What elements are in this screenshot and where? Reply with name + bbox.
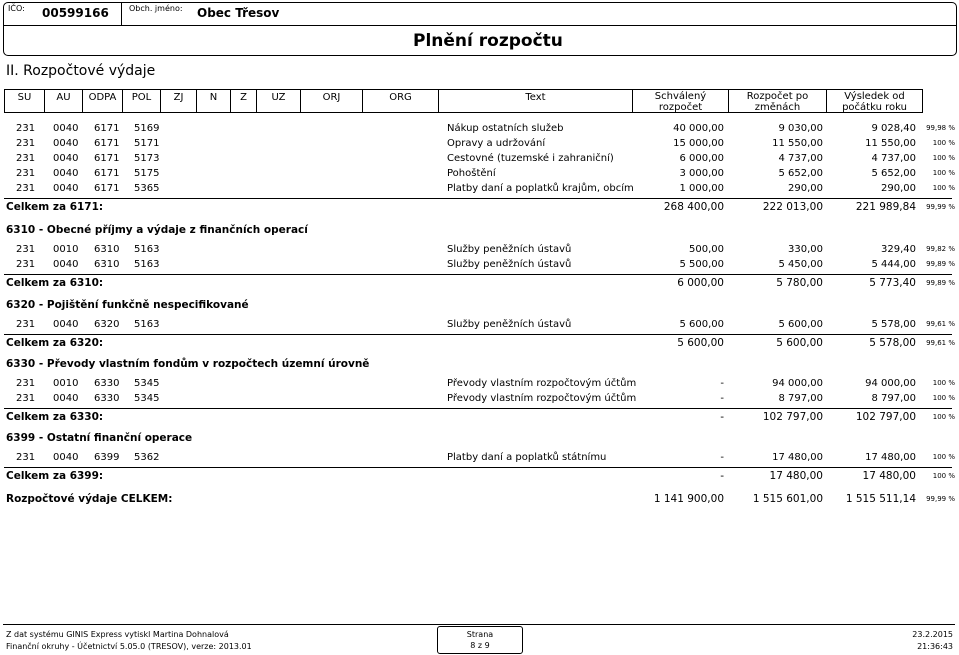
cell-percent: 99,82 % (926, 245, 955, 253)
column-header: ZJ (160, 89, 197, 113)
cell-zmeny: 5 450,00 (778, 259, 823, 270)
column-header (826, 89, 923, 113)
cell-au: 0010 (53, 378, 79, 389)
cell-vysledek: 5 652,00 (871, 168, 916, 179)
cell-percent: 100 % (932, 154, 955, 162)
cell-odpa: 6171 (94, 153, 120, 164)
cell-odpa: 6320 (94, 319, 120, 330)
cell-odpa: 6330 (94, 393, 120, 404)
cell-text: Služby peněžních ústavů (447, 244, 572, 255)
total-schvaleny: 6 000,00 (677, 277, 724, 289)
ico-value: 00599166 (42, 6, 109, 20)
cell-pol: 5345 (134, 378, 160, 389)
total-schvaleny: 5 600,00 (677, 337, 724, 349)
cell-text: Platby daní a poplatků krajům, obcím (447, 183, 634, 194)
cell-vysledek: 4 737,00 (871, 153, 916, 164)
column-header: POL (122, 89, 161, 113)
cell-percent: 100 % (932, 453, 955, 461)
cell-su: 231 (16, 244, 36, 255)
name-value: Obec Třesov (197, 6, 280, 20)
cell-vysledek: 8 797,00 (871, 393, 916, 404)
total-zmeny: 222 013,00 (762, 201, 823, 213)
cell-su: 231 (16, 123, 36, 134)
cell-pol: 5362 (134, 452, 160, 463)
cell-text: Převody vlastním rozpočtovým účtům (447, 393, 637, 404)
grand-total-row (0, 491, 959, 507)
print-time: 21:36:43 (917, 642, 953, 651)
cell-schvaleny: - (720, 378, 724, 389)
column-header: AU (44, 89, 83, 113)
cell-pol: 5173 (134, 153, 160, 164)
table-row (0, 121, 959, 136)
cell-zmeny: 11 550,00 (772, 138, 823, 149)
cell-schvaleny: 6 000,00 (679, 153, 724, 164)
cell-text: Opravy a udržování (447, 138, 546, 149)
table-row (0, 136, 959, 151)
cell-su: 231 (16, 319, 36, 330)
cell-text: Převody vlastním rozpočtovým účtům (447, 378, 637, 389)
table-row (0, 151, 959, 166)
cell-au: 0040 (53, 153, 79, 164)
total-label: Celkem za 6330: (6, 411, 104, 423)
table-row (0, 166, 959, 181)
cell-au: 0040 (53, 319, 79, 330)
cell-au: 0040 (53, 452, 79, 463)
cell-schvaleny: 5 600,00 (679, 319, 724, 330)
column-header: N (196, 89, 231, 113)
table-row (0, 376, 959, 391)
cell-su: 231 (16, 378, 36, 389)
total-zmeny: 17 480,00 (769, 470, 823, 482)
column-header-line: změnách (754, 102, 801, 113)
cell-text: Nákup ostatních služeb (447, 123, 564, 134)
group-title: 6399 - Ostatní finanční operace (6, 432, 193, 444)
group-title: 6330 - Převody vlastním fondům v rozpočtech územní úrovně (6, 358, 370, 370)
cell-percent: 99,98 % (926, 124, 955, 132)
column-header-line: počátku roku (842, 102, 907, 113)
group-total-row (0, 468, 959, 484)
cell-schvaleny: 3 000,00 (679, 168, 724, 179)
cell-pol: 5163 (134, 244, 160, 255)
cell-percent: 99,61 % (926, 320, 955, 328)
cell-percent: 100 % (932, 379, 955, 387)
cell-percent: 100 % (932, 139, 955, 147)
table-row (0, 257, 959, 272)
column-header: SU (4, 89, 45, 113)
cell-au: 0010 (53, 244, 79, 255)
cell-zmeny: 5 600,00 (778, 319, 823, 330)
cell-zmeny: 94 000,00 (772, 378, 823, 389)
print-date: 23.2.2015 (912, 630, 953, 639)
grand-total-schvaleny: 1 141 900,00 (653, 493, 724, 505)
cell-text: Cestovné (tuzemské i zahraniční) (447, 153, 614, 164)
table-row (0, 391, 959, 406)
cell-pol: 5365 (134, 183, 160, 194)
cell-vysledek: 94 000,00 (865, 378, 916, 389)
table-row (0, 450, 959, 465)
grand-total-percent: 99,99 % (926, 495, 955, 503)
cell-zmeny: 17 480,00 (772, 452, 823, 463)
column-header: ORG (362, 89, 439, 113)
cell-percent: 100 % (932, 184, 955, 192)
total-zmeny: 5 600,00 (776, 337, 823, 349)
cell-au: 0040 (53, 183, 79, 194)
cell-schvaleny: 500,00 (689, 244, 724, 255)
cell-su: 231 (16, 393, 36, 404)
cell-au: 0040 (53, 123, 79, 134)
column-header (632, 89, 729, 113)
total-label: Celkem za 6171: (6, 201, 104, 213)
cell-zmeny: 290,00 (788, 183, 823, 194)
footer-rule (3, 624, 955, 625)
cell-odpa: 6399 (94, 452, 120, 463)
cell-percent: 100 % (932, 394, 955, 402)
grand-total-zmeny: 1 515 601,00 (752, 493, 823, 505)
column-header: Text (438, 89, 633, 113)
cell-odpa: 6171 (94, 138, 120, 149)
cell-vysledek: 5 444,00 (871, 259, 916, 270)
cell-schvaleny: 5 500,00 (679, 259, 724, 270)
cell-su: 231 (16, 452, 36, 463)
cell-schvaleny: - (720, 393, 724, 404)
cell-su: 231 (16, 153, 36, 164)
cell-vysledek: 11 550,00 (865, 138, 916, 149)
cell-percent: 99,89 % (926, 260, 955, 268)
cell-vysledek: 9 028,40 (871, 123, 916, 134)
total-schvaleny: - (720, 411, 724, 423)
cell-zmeny: 330,00 (788, 244, 823, 255)
grand-total-label: Rozpočtové výdaje CELKEM: (6, 493, 173, 505)
ico-divider (121, 3, 122, 25)
total-schvaleny: 268 400,00 (663, 201, 724, 213)
cell-pol: 5175 (134, 168, 160, 179)
cell-odpa: 6310 (94, 259, 120, 270)
cell-schvaleny: 40 000,00 (673, 123, 724, 134)
name-label: Obch. jméno: (129, 4, 183, 13)
total-percent: 99,89 % (926, 279, 955, 287)
total-vysledek: 5 773,40 (869, 277, 916, 289)
cell-pol: 5163 (134, 319, 160, 330)
footer-app-info: Finanční okruhy - Účetnictví 5.05.0 (TRESOV), verze: 2013.01 (6, 642, 252, 651)
cell-odpa: 6171 (94, 168, 120, 179)
cell-schvaleny: - (720, 452, 724, 463)
group-total-row (0, 275, 959, 291)
total-vysledek: 5 578,00 (869, 337, 916, 349)
column-header (728, 89, 827, 113)
grand-total-vysledek: 1 515 511,14 (845, 493, 916, 505)
cell-text: Platby daní a poplatků státnímu (447, 452, 607, 463)
table-row (0, 242, 959, 257)
total-label: Celkem za 6320: (6, 337, 104, 349)
cell-pol: 5163 (134, 259, 160, 270)
cell-vysledek: 17 480,00 (865, 452, 916, 463)
cell-odpa: 6310 (94, 244, 120, 255)
column-header: UZ (256, 89, 301, 113)
footer-print-info: Z dat systému GINIS Express vytiskl Martina Dohnalová (6, 630, 229, 639)
column-header-line: Výsledek od (844, 91, 905, 102)
group-total-row (0, 335, 959, 351)
cell-au: 0040 (53, 393, 79, 404)
cell-vysledek: 329,40 (881, 244, 916, 255)
cell-text: Služby peněžních ústavů (447, 319, 572, 330)
cell-su: 231 (16, 168, 36, 179)
total-vysledek: 17 480,00 (862, 470, 916, 482)
total-vysledek: 221 989,84 (855, 201, 916, 213)
cell-odpa: 6330 (94, 378, 120, 389)
cell-pol: 5171 (134, 138, 160, 149)
cell-odpa: 6171 (94, 183, 120, 194)
total-percent: 99,61 % (926, 339, 955, 347)
cell-text: Pohoštění (447, 168, 496, 179)
table-row (0, 317, 959, 332)
group-total-row (0, 199, 959, 215)
table-row (0, 181, 959, 196)
cell-zmeny: 5 652,00 (778, 168, 823, 179)
total-schvaleny: - (720, 470, 724, 482)
cell-zmeny: 8 797,00 (778, 393, 823, 404)
cell-su: 231 (16, 259, 36, 270)
total-percent: 100 % (932, 413, 955, 421)
page-label: Strana (466, 630, 494, 639)
total-zmeny: 5 780,00 (776, 277, 823, 289)
total-percent: 99,99 % (926, 203, 955, 211)
total-percent: 100 % (932, 472, 955, 480)
cell-au: 0040 (53, 259, 79, 270)
cell-odpa: 6171 (94, 123, 120, 134)
page-number: 8 z 9 (470, 641, 490, 650)
column-header-line: Rozpočet po (746, 91, 809, 102)
total-label: Celkem za 6399: (6, 470, 104, 482)
column-header-line: Schválený (654, 91, 707, 102)
cell-au: 0040 (53, 168, 79, 179)
cell-zmeny: 9 030,00 (778, 123, 823, 134)
cell-vysledek: 5 578,00 (871, 319, 916, 330)
column-header: ODPA (82, 89, 123, 113)
cell-vysledek: 290,00 (881, 183, 916, 194)
total-vysledek: 102 797,00 (855, 411, 916, 423)
group-title: 6310 - Obecné příjmy a výdaje z finančních operací (6, 224, 308, 236)
cell-su: 231 (16, 138, 36, 149)
section-title: II. Rozpočtové výdaje (6, 63, 156, 79)
page-title: Plnění rozpočtu (413, 31, 563, 51)
group-title: 6320 - Pojištění funkčně nespecifikované (6, 299, 249, 311)
column-header: ORJ (300, 89, 363, 113)
column-header: Z (230, 89, 257, 113)
cell-zmeny: 4 737,00 (778, 153, 823, 164)
ico-label: IČO: (8, 4, 25, 13)
cell-schvaleny: 1 000,00 (679, 183, 724, 194)
cell-pol: 5169 (134, 123, 160, 134)
cell-su: 231 (16, 183, 36, 194)
cell-au: 0040 (53, 138, 79, 149)
cell-pol: 5345 (134, 393, 160, 404)
group-total-row (0, 409, 959, 425)
column-header-line: rozpočet (658, 102, 703, 113)
cell-schvaleny: 15 000,00 (673, 138, 724, 149)
header-divider (3, 25, 957, 26)
total-zmeny: 102 797,00 (762, 411, 823, 423)
cell-text: Služby peněžních ústavů (447, 259, 572, 270)
cell-percent: 100 % (932, 169, 955, 177)
total-label: Celkem za 6310: (6, 277, 104, 289)
